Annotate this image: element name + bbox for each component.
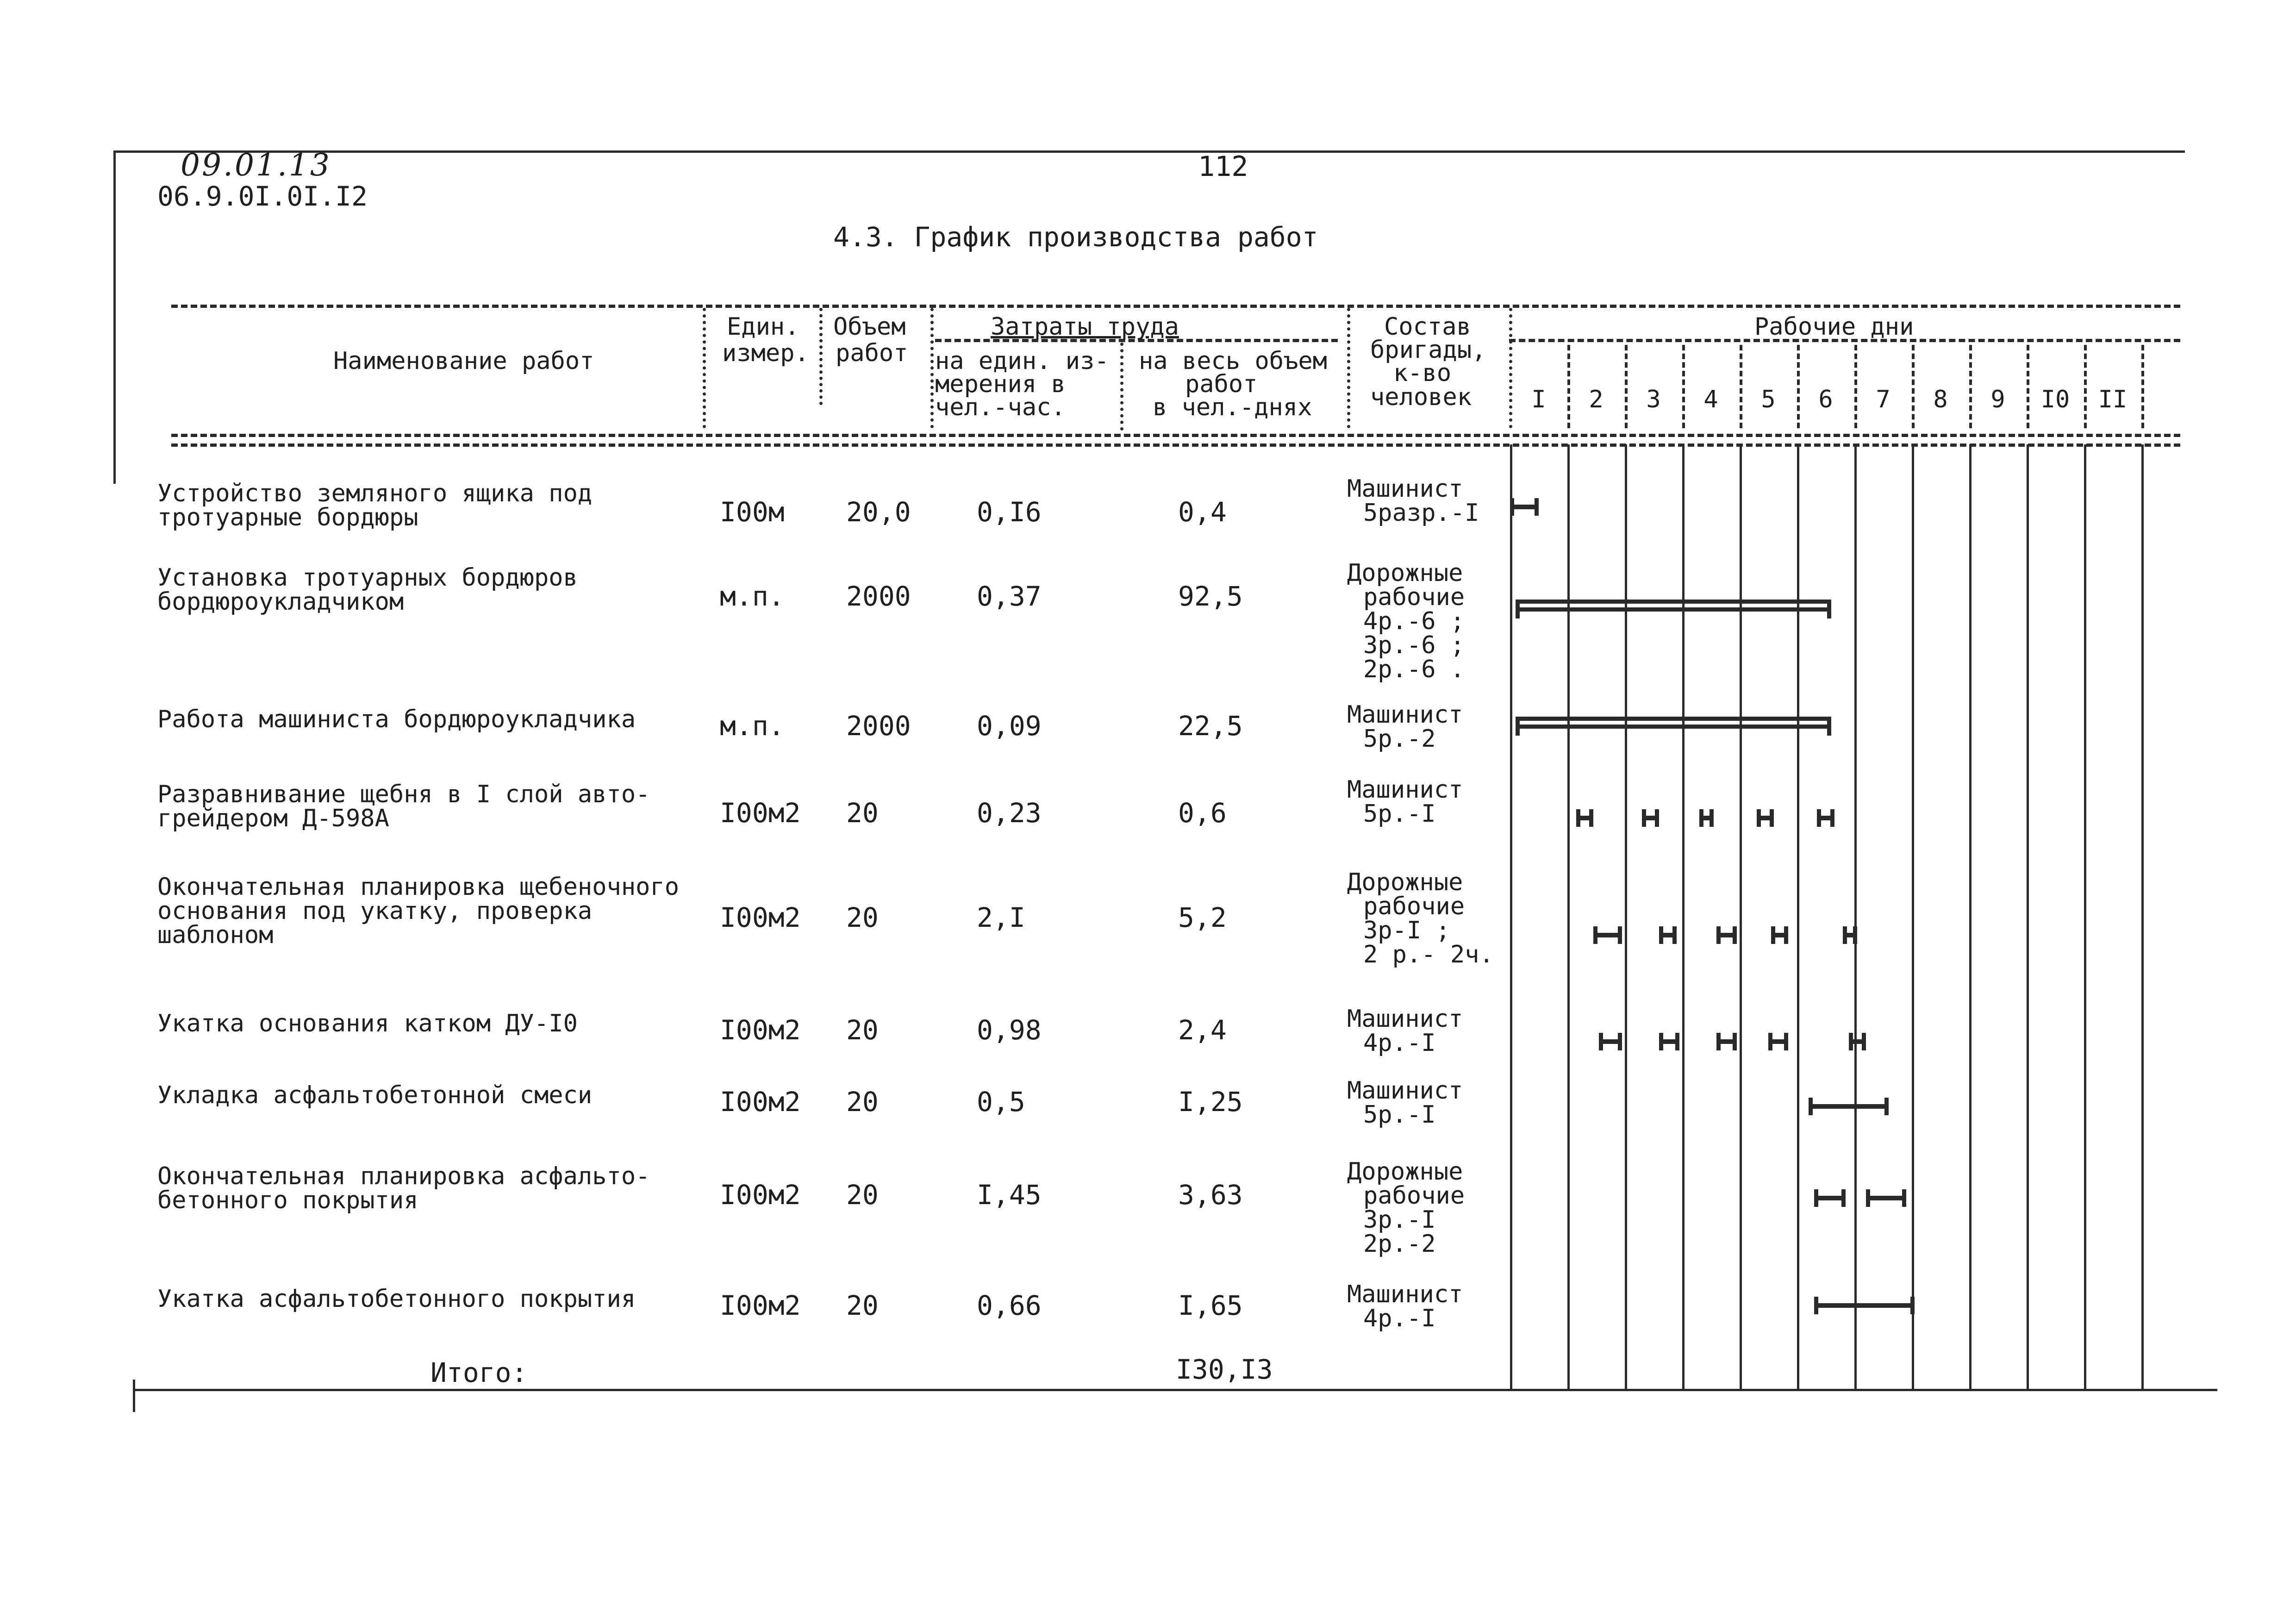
day-column-line-6 — [1854, 444, 1857, 1389]
row-crew: Дорожные — [1347, 1158, 1463, 1186]
row-crew: рабочие — [1363, 1182, 1465, 1210]
day-header-sep-3 — [1682, 345, 1685, 428]
row-labor-unit: 0,09 — [977, 710, 1042, 742]
row-volume: 20 — [846, 902, 879, 933]
day-label-5: 5 — [1761, 386, 1776, 413]
row-crew: Машинист — [1347, 475, 1463, 503]
row-labor-total: 5,2 — [1178, 902, 1227, 933]
row-crew: 2р.-2 — [1363, 1230, 1436, 1258]
header-labor-total-2: работ — [1185, 370, 1258, 398]
schedule-bar — [1642, 816, 1659, 820]
header-unit-2: измер. — [722, 339, 809, 367]
schedule-bar — [1516, 600, 1831, 612]
row-labor-unit: I,45 — [977, 1179, 1042, 1211]
row-name: Укатка асфальтобетонного покрытия — [157, 1285, 636, 1313]
header-sep-2 — [819, 308, 823, 405]
row-unit: I00м2 — [720, 1179, 801, 1211]
row-volume: 20 — [846, 1086, 879, 1118]
schedule-bar — [1716, 1039, 1736, 1044]
header-labor-unit-1: на един. из- — [935, 347, 1109, 375]
day-column-line-9 — [2027, 444, 2029, 1389]
document-code: 06.9.0I.0I.I2 — [157, 181, 368, 212]
schedule-bar — [1814, 1196, 1846, 1200]
row-labor-unit: 0,5 — [977, 1086, 1025, 1118]
row-unit: м.п. — [720, 710, 785, 742]
row-crew: 4р.-6 ; — [1363, 607, 1465, 635]
row-volume: 2000 — [846, 581, 911, 612]
day-column-line-8 — [1969, 444, 1972, 1389]
day-label-9: 9 — [1990, 386, 2005, 413]
day-label-11: II — [2098, 386, 2128, 413]
row-crew: 3р-I ; — [1363, 917, 1450, 944]
day-label-7: 7 — [1876, 386, 1890, 413]
day-column-line-1 — [1567, 444, 1570, 1389]
day-column-line-4 — [1740, 444, 1742, 1389]
schedule-bar — [1516, 717, 1831, 729]
header-sep-4 — [1120, 343, 1123, 431]
day-header-sep-6 — [1854, 345, 1857, 428]
total-label: Итого: — [430, 1357, 528, 1388]
row-crew: рабочие — [1363, 583, 1465, 611]
row-labor-total: I,25 — [1178, 1086, 1243, 1118]
page-title: 4.3. График производства работ — [833, 221, 1318, 253]
header-sep-5 — [1347, 308, 1350, 428]
day-column-line-3 — [1682, 444, 1685, 1389]
row-volume: 20,0 — [846, 496, 911, 528]
day-label-3: 3 — [1646, 386, 1661, 413]
row-name: Окончательная планировка асфальто- — [157, 1162, 650, 1190]
table-top-line — [171, 305, 2180, 308]
day-header-sep-7 — [1912, 345, 1915, 428]
row-unit: I00м2 — [720, 902, 801, 933]
row-labor-unit: 0,37 — [977, 581, 1042, 612]
schedule-bar — [1849, 1039, 1866, 1044]
day-header-sep-4 — [1740, 345, 1742, 428]
day-column-line-11 — [2141, 444, 2144, 1389]
row-labor-unit: 0,23 — [977, 797, 1042, 829]
row-volume: 20 — [846, 1290, 879, 1321]
header-sep-1 — [703, 308, 706, 428]
row-labor-total: 0,4 — [1178, 496, 1227, 528]
row-name: Работа машиниста бордюроукладчика — [157, 706, 636, 733]
day-label-6: 6 — [1818, 386, 1833, 413]
schedule-bar — [1843, 933, 1857, 937]
row-name: тротуарные бордюры — [157, 504, 418, 531]
header-volume-2: работ — [836, 339, 908, 367]
schedule-bar — [1768, 1039, 1788, 1044]
header-crew-3: к-во — [1393, 359, 1452, 387]
schedule-bar — [1757, 816, 1774, 820]
row-volume: 2000 — [846, 710, 911, 742]
row-crew: Машинист — [1347, 1280, 1463, 1308]
schedule-bar — [1659, 1039, 1679, 1044]
row-name: Устройство земляного ящика под — [157, 480, 593, 507]
row-crew: Машинист — [1347, 1077, 1463, 1105]
row-name: Укладка асфальтобетонной смеси — [157, 1081, 593, 1109]
day-column-line-5 — [1797, 444, 1799, 1389]
row-name: бетонного покрытия — [157, 1187, 418, 1214]
day-header-sep-5 — [1797, 345, 1800, 428]
header-crew-2: бригады, — [1370, 336, 1486, 364]
row-crew: 2 р.- 2ч. — [1363, 941, 1494, 968]
day-label-1: I — [1531, 386, 1546, 413]
bottom-line — [134, 1389, 2217, 1391]
row-crew: 2р.-6 . — [1363, 656, 1465, 683]
schedule-bar — [1866, 1196, 1906, 1200]
header-labor-total-1: на весь объем — [1139, 347, 1327, 375]
header-bottom-line-2 — [171, 443, 2180, 447]
total-value: I30,I3 — [1176, 1354, 1273, 1385]
schedule-bar — [1599, 1039, 1622, 1044]
day-label-4: 4 — [1703, 386, 1718, 413]
schedule-bar — [1809, 1104, 1889, 1109]
header-volume-1: Объем — [833, 313, 906, 341]
row-unit: I00м2 — [720, 1086, 801, 1118]
row-labor-total: 92,5 — [1178, 581, 1243, 612]
row-unit: м.п. — [720, 581, 785, 612]
page-number: 112 — [1198, 150, 1248, 183]
day-header-sep-2 — [1625, 345, 1628, 428]
handwritten-code: 09.01.13 — [181, 147, 331, 183]
row-crew: 5р.-I — [1363, 1101, 1436, 1129]
top-frame-line — [113, 150, 2185, 153]
day-header-sep-10 — [2084, 345, 2087, 428]
row-crew: Дорожные — [1347, 868, 1463, 896]
row-crew: Машинист — [1347, 776, 1463, 804]
row-unit: I00м2 — [720, 797, 801, 829]
schedule-bar — [1593, 933, 1622, 937]
row-crew: 5разр.-I — [1363, 499, 1479, 527]
header-unit-1: Един. — [727, 313, 799, 341]
row-crew: 3р.-I — [1363, 1206, 1436, 1234]
header-labor-total-3: в чел.-днях — [1153, 394, 1312, 421]
day-label-2: 2 — [1589, 386, 1603, 413]
schedule-bar — [1576, 816, 1593, 820]
row-labor-total: I,65 — [1178, 1290, 1243, 1321]
header-name: Наименование работ — [333, 347, 594, 375]
row-crew: Дорожные — [1347, 559, 1463, 587]
schedule-bar — [1817, 816, 1834, 820]
row-crew: 5р.-I — [1363, 800, 1436, 828]
day-header-sep-9 — [2027, 345, 2029, 428]
row-crew: Машинист — [1347, 701, 1463, 729]
day-header-sep-11 — [2141, 345, 2144, 428]
row-volume: 20 — [846, 1014, 879, 1046]
row-labor-total: 22,5 — [1178, 710, 1243, 742]
left-frame-line — [113, 150, 116, 484]
row-labor-unit: 2,I — [977, 902, 1025, 933]
row-labor-total: 0,6 — [1178, 797, 1227, 829]
schedule-bar — [1716, 933, 1736, 937]
header-days: Рабочие дни — [1754, 313, 1914, 341]
row-name: Окончательная планировка щебеночного — [157, 873, 680, 901]
schedule-bar — [1699, 816, 1714, 820]
schedule-bar — [1510, 505, 1539, 509]
day-column-line-10 — [2084, 444, 2086, 1389]
schedule-bar — [1771, 933, 1788, 937]
left-frame-line-lower — [133, 1380, 135, 1412]
schedule-bar — [1814, 1303, 1915, 1308]
row-name: Укатка основания катком ДУ-I0 — [157, 1010, 578, 1037]
header-crew-4: человек — [1370, 383, 1472, 411]
schedule-bar — [1659, 933, 1676, 937]
row-labor-total: 3,63 — [1178, 1179, 1243, 1211]
row-crew: 3р.-6 ; — [1363, 631, 1465, 659]
row-name: основания под укатку, проверка — [157, 897, 593, 925]
header-labor-unit-3: чел.-час. — [935, 394, 1066, 421]
day-column-line-0 — [1510, 444, 1512, 1389]
day-header-sep-8 — [1969, 345, 1972, 428]
row-volume: 20 — [846, 1179, 879, 1211]
day-header-sep-1 — [1567, 345, 1570, 428]
row-labor-unit: 0,66 — [977, 1290, 1042, 1321]
row-name: грейдером Д-598А — [157, 805, 389, 832]
day-label-8: 8 — [1933, 386, 1948, 413]
row-name: бордюроукладчиком — [157, 588, 404, 616]
header-crew-1: Состав — [1384, 313, 1471, 341]
row-labor-total: 2,4 — [1178, 1014, 1227, 1046]
day-label-10: I0 — [2040, 386, 2070, 413]
row-name: шаблоном — [157, 921, 274, 949]
header-labor-unit-2: мерения в — [935, 370, 1066, 398]
day-column-line-7 — [1912, 444, 1914, 1389]
row-unit: I00м — [720, 496, 785, 528]
row-crew: Машинист — [1347, 1005, 1463, 1033]
row-unit: I00м2 — [720, 1290, 801, 1321]
header-sep-3 — [930, 308, 934, 428]
row-labor-unit: 0,98 — [977, 1014, 1042, 1046]
row-crew: 5р.-2 — [1363, 725, 1436, 753]
header-bottom-line-1 — [171, 434, 2180, 437]
row-name: Разравнивание щебня в I слой авто- — [157, 781, 650, 808]
row-crew: рабочие — [1363, 893, 1465, 920]
row-unit: I00м2 — [720, 1014, 801, 1046]
header-labor: Затраты труда — [991, 313, 1179, 341]
row-labor-unit: 0,I6 — [977, 496, 1042, 528]
day-column-line-2 — [1625, 444, 1627, 1389]
row-name: Установка тротуарных бордюров — [157, 564, 578, 592]
row-volume: 20 — [846, 797, 879, 829]
row-crew: 4р.-I — [1363, 1029, 1436, 1057]
row-crew: 4р.-I — [1363, 1305, 1436, 1332]
